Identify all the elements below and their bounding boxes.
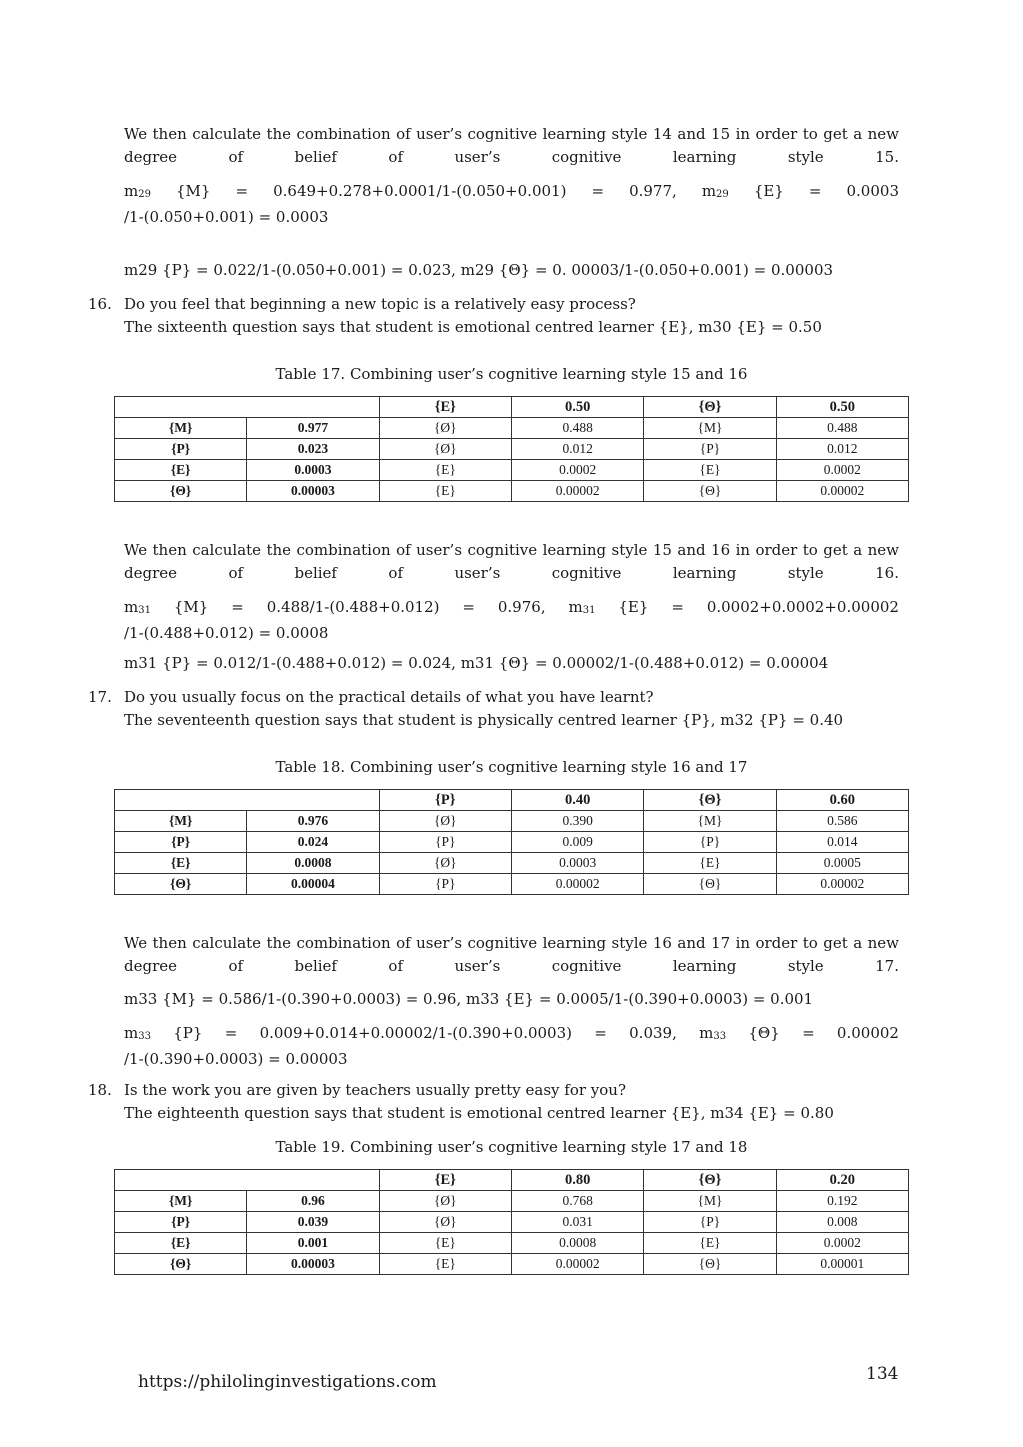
table-cell: 0.390: [511, 811, 643, 832]
eq-term: =: [231, 598, 244, 616]
table-cell: 0.0002: [776, 1233, 908, 1254]
table-header-row: [115, 790, 909, 811]
question-17: [124, 686, 899, 732]
table-cell: {Ø}: [379, 1191, 511, 1212]
eq-continuation: /1-(0.488+0.012) = 0.0008: [124, 624, 329, 642]
paragraph-intro-16: We then calculate the combination of user’s cognitive learning style 15 and 16 in order to get a new degree of belief of user’s cognitive learning style 16.: [124, 541, 899, 582]
eq-term: 0.977,: [629, 182, 677, 200]
eq-term: 0.0003: [846, 182, 899, 200]
eq-term: =: [591, 182, 605, 200]
table-cell: 0.488: [776, 418, 908, 439]
eq-term: $m_{29}$: [124, 182, 151, 200]
question-number-17: 17.: [88, 688, 112, 706]
eq-term: {E}: [753, 182, 784, 200]
table-cell: {P}: [115, 832, 247, 853]
table-header-cell: 0.20: [776, 1170, 908, 1191]
eq-term: {M}: [176, 182, 211, 200]
table-cell: {Θ}: [644, 874, 776, 895]
table-cell: {E}: [644, 460, 776, 481]
eq-term: $m_{33}$: [124, 1024, 151, 1042]
eq-term: 0.488/1-(0.488+0.012): [266, 598, 440, 616]
table-cell: 0.0003: [247, 460, 379, 481]
table-17-caption: Table 17. Combining user’s cognitive learning style 15 and 16: [275, 365, 748, 383]
table-cell: {Θ}: [115, 481, 247, 502]
eq-term: =: [224, 1024, 238, 1042]
table-cell: 0.00002: [511, 874, 643, 895]
table-cell: {E}: [379, 1254, 511, 1275]
table-cell: {E}: [644, 1233, 776, 1254]
question-18: [124, 1079, 899, 1125]
table-18: [114, 789, 909, 895]
table-header-cell: {E}: [379, 1170, 511, 1191]
eq-term: $m_{33}$: [699, 1024, 727, 1042]
table-corner-cell: [115, 790, 380, 811]
eq-term: =: [235, 182, 249, 200]
question-17-answer: The seventeenth question says that student is physically centred learner {P}, m32 {P} = 0.40: [124, 711, 844, 729]
table-19: [114, 1169, 909, 1275]
eq-term: {P}: [173, 1024, 203, 1042]
table-cell: 0.031: [511, 1212, 643, 1233]
question-16-answer: The sixteenth question says that student is emotional centred learner {E}, m30 {E} = 0.50: [124, 318, 822, 336]
question-18-text: Is the work you are given by teachers usually pretty easy for you?: [124, 1081, 626, 1099]
eq-term: {E}: [618, 598, 649, 616]
table-cell: {Ø}: [379, 439, 511, 460]
eq-term: $m_{29}$: [701, 182, 729, 200]
table-row: [115, 853, 909, 874]
table-cell: {Θ}: [115, 874, 247, 895]
table-cell: {E}: [379, 481, 511, 502]
table-cell: {Ø}: [379, 418, 511, 439]
table-cell: {E}: [379, 1233, 511, 1254]
table-cell: 0.008: [776, 1212, 908, 1233]
table-header-cell: {Θ}: [644, 1170, 776, 1191]
table-cell: {M}: [644, 811, 776, 832]
table-cell: 0.96: [247, 1191, 379, 1212]
table-row: [115, 481, 909, 502]
table-header-cell: {P}: [379, 790, 511, 811]
table-cell: {P}: [379, 874, 511, 895]
eq-term: 0.009+0.014+0.00002/1-(0.390+0.0003): [259, 1024, 572, 1042]
table-header-row: [115, 397, 909, 418]
table-header-cell: {Θ}: [644, 790, 776, 811]
equation-m33-m-e: [124, 988, 899, 1011]
table-cell: 0.00001: [776, 1254, 908, 1275]
table-row: [115, 832, 909, 853]
question-number-18: 18.: [88, 1081, 112, 1099]
table-cell: 0.00003: [247, 1254, 379, 1275]
table-header-cell: 0.80: [511, 1170, 643, 1191]
eq-continuation: /1-(0.050+0.001) = 0.0003: [124, 208, 329, 226]
table-header-cell: 0.50: [511, 397, 643, 418]
table-cell: 0.00002: [511, 481, 643, 502]
paragraph-intro-15: We then calculate the combination of user’s cognitive learning style 14 and 15 in order to get a new degree of belief of user’s cognitive learning style 15.: [124, 125, 899, 166]
table-cell: 0.0008: [511, 1233, 643, 1254]
eq-term: 0.00002: [836, 1024, 899, 1042]
table-17: [114, 396, 909, 502]
equation-m31-p-theta: [124, 652, 899, 675]
table-cell: {M}: [644, 1191, 776, 1212]
table-cell: 0.0002: [776, 460, 908, 481]
table-cell: {M}: [115, 1191, 247, 1212]
table-cell: {P}: [379, 832, 511, 853]
table-cell: 0.586: [776, 811, 908, 832]
table-cell: {Θ}: [644, 1254, 776, 1275]
equation-m29-m-e: [124, 180, 899, 229]
table-18-caption: Table 18. Combining user’s cognitive learning style 16 and 17: [275, 758, 748, 776]
table-cell: {E}: [644, 853, 776, 874]
page-number: 134: [866, 1364, 899, 1384]
table-corner-cell: [115, 397, 380, 418]
table-cell: {P}: [644, 439, 776, 460]
question-16: [124, 293, 899, 339]
table-cell: 0.977: [247, 418, 379, 439]
table-corner-cell: [115, 1170, 380, 1191]
table-cell: {Ø}: [379, 811, 511, 832]
table-header-cell: 0.60: [776, 790, 908, 811]
table-cell: 0.768: [511, 1191, 643, 1212]
table-cell: {M}: [115, 811, 247, 832]
table-cell: {P}: [115, 1212, 247, 1233]
eq-continuation: /1-(0.390+0.0003) = 0.00003: [124, 1050, 348, 1068]
footer-url[interactable]: https://philolinginvestigations.com: [138, 1372, 437, 1392]
table-cell: {P}: [644, 832, 776, 853]
table-cell: {M}: [644, 418, 776, 439]
table-header-cell: 0.40: [511, 790, 643, 811]
table-cell: 0.039: [247, 1212, 379, 1233]
eq-term: =: [671, 598, 684, 616]
eq-text: m33 {M} = 0.586/1-(0.390+0.0003) = 0.96, m33 {E} = 0.0005/1-(0.390+0.0003) = 0.001: [124, 990, 814, 1008]
paragraph-intro-17: We then calculate the combination of user’s cognitive learning style 16 and 17 in order to get a new degree of belief of user’s cognitive learning style 17.: [124, 934, 899, 975]
table-cell: 0.976: [247, 811, 379, 832]
table-cell: {P}: [115, 439, 247, 460]
table-cell: 0.009: [511, 832, 643, 853]
table-row: [115, 811, 909, 832]
table-cell: {E}: [115, 1233, 247, 1254]
table-header-row: [115, 1170, 909, 1191]
table-cell: 0.488: [511, 418, 643, 439]
table-cell: {E}: [115, 460, 247, 481]
table-cell: {E}: [115, 853, 247, 874]
table-cell: {Ø}: [379, 853, 511, 874]
table-cell: 0.00002: [511, 1254, 643, 1275]
table-row: [115, 1191, 909, 1212]
table-row: [115, 418, 909, 439]
table-cell: {E}: [379, 460, 511, 481]
table-cell: {Ø}: [379, 1212, 511, 1233]
eq-term: {Θ}: [748, 1024, 780, 1042]
eq-term: 0.976,: [497, 598, 546, 616]
table-cell: 0.012: [776, 439, 908, 460]
eq-term: =: [808, 182, 822, 200]
equation-m29-p-theta: [124, 259, 899, 282]
table-cell: {Θ}: [644, 481, 776, 502]
question-16-text: Do you feel that beginning a new topic is a relatively easy process?: [124, 295, 636, 313]
eq-term: {M}: [173, 598, 209, 616]
eq-term: =: [594, 1024, 607, 1042]
table-cell: 0.024: [247, 832, 379, 853]
eq-text: m29 {P} = 0.022/1-(0.050+0.001) = 0.023, m29 {Θ} = 0. 00003/1-(0.050+0.001) = 0.00003: [124, 261, 834, 279]
table-header-cell: {E}: [379, 397, 511, 418]
table-header-cell: 0.50: [776, 397, 908, 418]
table-header-cell: {Θ}: [644, 397, 776, 418]
question-17-text: Do you usually focus on the practical details of what you have learnt?: [124, 688, 654, 706]
table-row: [115, 874, 909, 895]
table-cell: 0.023: [247, 439, 379, 460]
table-cell: 0.0002: [511, 460, 643, 481]
table-cell: 0.00003: [247, 481, 379, 502]
table-cell: 0.014: [776, 832, 908, 853]
table-cell: 0.00002: [776, 874, 908, 895]
eq-term: =: [462, 598, 475, 616]
table-cell: 0.012: [511, 439, 643, 460]
table-row: [115, 1233, 909, 1254]
table-row: [115, 1254, 909, 1275]
equation-m31-m-e: [124, 596, 899, 645]
table-cell: 0.001: [247, 1233, 379, 1254]
eq-term: =: [802, 1024, 815, 1042]
eq-text: m31 {P} = 0.012/1-(0.488+0.012) = 0.024, m31 {Θ} = 0.00002/1-(0.488+0.012) = 0.00004: [124, 654, 829, 672]
eq-term: 0.649+0.278+0.0001/1-(0.050+0.001): [273, 182, 567, 200]
eq-term: 0.039,: [629, 1024, 677, 1042]
table-row: [115, 460, 909, 481]
table-cell: 0.0005: [776, 853, 908, 874]
table-cell: 0.0003: [511, 853, 643, 874]
eq-term: $m_{31}$: [568, 598, 596, 616]
table-row: [115, 1212, 909, 1233]
table-19-caption: Table 19. Combining user’s cognitive learning style 17 and 18: [275, 1138, 748, 1156]
eq-term: $m_{31}$: [124, 598, 151, 616]
table-cell: 0.00004: [247, 874, 379, 895]
question-number-16: 16.: [88, 295, 112, 313]
table-cell: {P}: [644, 1212, 776, 1233]
equation-m33-p-theta: [124, 1022, 899, 1071]
table-cell: {Θ}: [115, 1254, 247, 1275]
table-row: [115, 439, 909, 460]
question-18-answer: The eighteenth question says that student is emotional centred learner {E}, m34 {E} = 0.80: [124, 1104, 834, 1122]
table-cell: 0.0008: [247, 853, 379, 874]
eq-term: 0.0002+0.0002+0.00002: [706, 598, 899, 616]
table-cell: 0.192: [776, 1191, 908, 1212]
table-cell: {M}: [115, 418, 247, 439]
table-cell: 0.00002: [776, 481, 908, 502]
